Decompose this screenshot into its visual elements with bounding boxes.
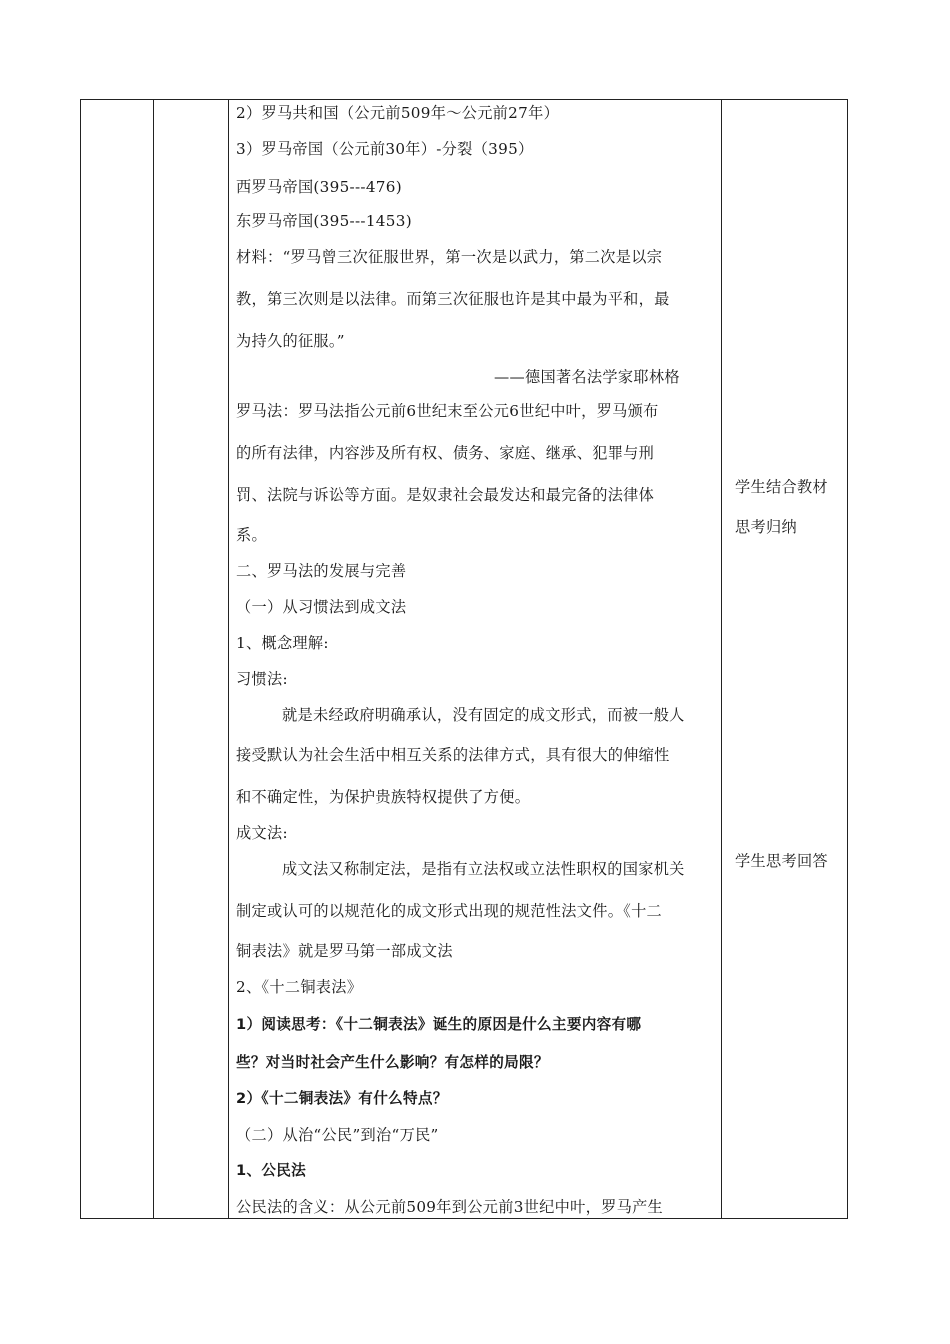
activity-note: 思考归纳 — [735, 518, 797, 536]
quote-attribution: ——德国著名法学家耶林格 — [494, 368, 680, 386]
text-line: 教，第三次则是以法律。而第三次征服也许是其中最为平和，最 — [236, 290, 670, 308]
subsection-heading: （一）从习惯法到成文法 — [236, 598, 407, 616]
table-column-divider — [153, 100, 154, 1218]
text-line: 2、《十二铜表法》 — [236, 978, 363, 996]
section-heading: 二、罗马法的发展与完善 — [236, 562, 407, 580]
text-line: 铜表法》就是罗马第一部成文法 — [236, 942, 453, 960]
text-line: 的所有法律，内容涉及所有权、债务、家庭、继承、犯罪与刑 — [236, 444, 655, 462]
question-line: 2）《十二铜表法》有什么特点？ — [236, 1090, 448, 1107]
question-line: 些？对当时社会产生什么影响？有怎样的局限？ — [236, 1054, 549, 1071]
lesson-table — [80, 99, 848, 1219]
term-label: 习惯法: — [236, 670, 288, 688]
text-line: 2）罗马共和国（公元前509年～公元前27年） — [236, 104, 560, 122]
text-line: 罗马法：罗马法指公元前6世纪末至公元6世纪中叶，罗马颁布 — [236, 402, 659, 420]
table-column-divider — [721, 100, 722, 1218]
text-line: 罚、法院与诉讼等方面。是奴隶社会最发达和最完备的法律体 — [236, 486, 655, 504]
text-line: 接受默认为社会生活中相互关系的法律方式，具有很大的伸缩性 — [236, 746, 670, 764]
activity-note: 学生思考回答 — [735, 852, 828, 870]
text-line: 公民法的含义：从公元前509年到公元前3世纪中叶，罗马产生 — [236, 1198, 664, 1216]
text-line: 为持久的征服。” — [236, 332, 345, 350]
text-line: 材料：“罗马曾三次征服世界，第一次是以武力，第二次是以宗 — [236, 248, 663, 266]
activity-note: 学生结合教材 — [735, 478, 828, 496]
subsection-heading: （二）从治“公民”到治“万民” — [236, 1126, 439, 1144]
table-column-divider — [228, 100, 229, 1218]
text-line: 东罗马帝国(395---1453) — [236, 212, 412, 230]
term-label: 成文法: — [236, 824, 288, 842]
text-line: 西罗马帝国(395---476) — [236, 178, 402, 196]
text-line: 系。 — [236, 526, 267, 544]
text-line: 3）罗马帝国（公元前30年）-分裂（395） — [236, 140, 534, 158]
question-line: 1）阅读思考：《十二铜表法》诞生的原因是什么主要内容有哪 — [236, 1016, 642, 1033]
section-heading: 1、公民法 — [236, 1162, 307, 1179]
text-line: 1、概念理解: — [236, 634, 329, 652]
text-line: 和不确定性，为保护贵族特权提供了方便。 — [236, 788, 531, 806]
text-line: 制定或认可的以规范化的成文形式出现的规范性法文件。《十二 — [236, 902, 663, 920]
text-line: 成文法又称制定法，是指有立法权或立法性职权的国家机关 — [282, 860, 685, 878]
text-line: 就是未经政府明确承认，没有固定的成文形式，而被一般人 — [282, 706, 685, 724]
